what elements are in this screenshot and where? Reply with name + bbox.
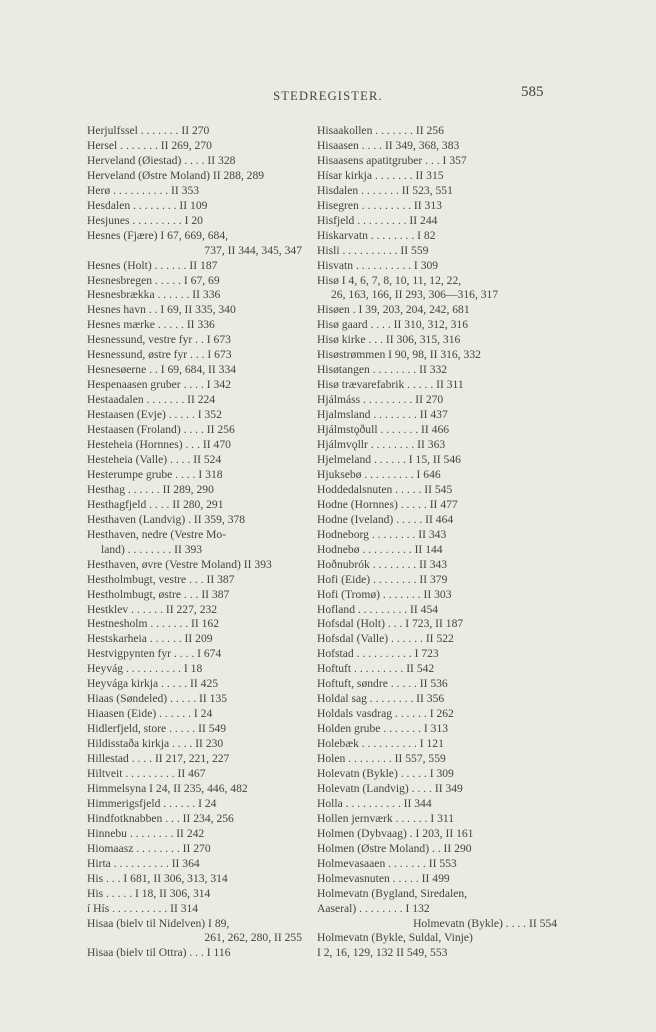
index-entry: Holdal sag . . . . . . . . II 356 — [317, 692, 445, 706]
left-column — [87, 124, 302, 961]
index-entry: Holden grube . . . . . . . I 313 — [317, 722, 449, 736]
index-entry: Hisaasens apatitgruber . . . I 357 — [317, 153, 467, 167]
index-entry: Hidlerfjeld, store . . . . . II 549 — [87, 722, 227, 736]
index-entry: Hiomaasz . . . . . . . . II 270 — [87, 841, 211, 855]
index-entry: Hiskarvatn . . . . . . . . I 82 — [317, 228, 436, 242]
index-entry: Hisøstrømmen I 90, 98, II 316, 332 — [317, 348, 481, 362]
index-entry: Hofi (Tromø) . . . . . . . II 303 — [317, 587, 452, 601]
index-entry: Hesthag . . . . . . II 289, 290 — [87, 482, 214, 496]
index-entry: Hesthaven, øvre (Vestre Moland) II 393 — [87, 557, 272, 571]
index-entry: Hinnebu . . . . . . . . II 242 — [87, 826, 205, 840]
index-entry: Herveland (Øiestad) . . . . II 328 — [87, 153, 236, 167]
index-entry: Hesnessund, østre fyr . . . I 673 — [87, 348, 232, 362]
index-entry: Hisøen . I 39, 203, 204, 242, 681 — [317, 303, 470, 317]
index-entry: Hestvigpynten fyr . . . . I 674 — [87, 647, 222, 661]
index-entry: Hjálmvǫllr . . . . . . . . II 363 — [317, 438, 446, 452]
index-entry: Himmerigsfjeld . . . . . . I 24 — [87, 796, 217, 810]
index-entry: Hersel . . . . . . . II 269, 270 — [87, 138, 212, 152]
index-entry: Hoftuft . . . . . . . . . II 542 — [317, 662, 435, 676]
index-entry: Hiltveit . . . . . . . . . II 467 — [87, 766, 206, 780]
index-entry: Hjelmeland . . . . . . I 15, II 546 — [317, 452, 461, 466]
index-entry: His . . . . . I 18, II 306, 314 — [87, 886, 211, 900]
index-entry: Holdals vasdrag . . . . . . I 262 — [317, 707, 454, 721]
index-entry: Hesjunes . . . . . . . . . I 20 — [87, 213, 203, 227]
index-entry: land) . . . . . . . . II 393 — [101, 542, 203, 556]
index-entry: Hesnes havn . . I 69, II 335, 340 — [87, 303, 236, 317]
index-entry: Hjuksebø . . . . . . . . . I 646 — [317, 467, 441, 481]
index-entry: Hisdalen . . . . . . . II 523, 551 — [317, 183, 453, 197]
index-entry: 737, II 344, 345, 347 — [204, 243, 302, 257]
index-entry: Hesnes (Holt) . . . . . . II 187 — [87, 258, 218, 272]
index-entry: Holmevasnuten . . . . . II 499 — [317, 871, 450, 885]
index-entry: Hindfotknabben . . . II 234, 256 — [87, 811, 234, 825]
index-entry: Hildisstaða kirkja . . . . II 230 — [87, 737, 224, 751]
index-entry: Hoddedalsnuten . . . . . II 545 — [317, 482, 453, 496]
index-entry: Hofstad . . . . . . . . . . I 723 — [317, 647, 439, 661]
index-entry: Hiaasen (Eide) . . . . . . I 24 — [87, 707, 213, 721]
index-entry: Hofsdal (Valle) . . . . . . II 522 — [317, 632, 454, 646]
index-entry: Hesnesøerne . . I 69, 684, II 334 — [87, 363, 237, 377]
index-entry: Holla . . . . . . . . . . II 344 — [317, 796, 432, 810]
index-entry: Hisli . . . . . . . . . . II 559 — [317, 243, 429, 257]
index-entry: Hesnes (Fjære) I 67, 669, 684, — [87, 228, 229, 242]
index-entry: Hofi (Eide) . . . . . . . . II 379 — [317, 572, 448, 586]
index-entry: Holebæk . . . . . . . . . . I 121 — [317, 737, 444, 751]
index-entry: Holmevasaaen . . . . . . . II 553 — [317, 856, 457, 870]
index-entry: Hjálmstǫðull . . . . . . . II 466 — [317, 423, 450, 437]
index-entry: Holmevatn (Bygland, Siredalen, — [317, 886, 468, 900]
index-entry: Hesteheia (Hornnes) . . . II 470 — [87, 438, 231, 452]
index-entry: Hofland . . . . . . . . . II 454 — [317, 602, 439, 616]
index-entry: Hestholmbugt, østre . . . II 387 — [87, 587, 230, 601]
right-column — [317, 124, 557, 961]
index-entry: Herveland (Østre Moland) II 288, 289 — [87, 168, 265, 182]
index-entry: I 2, 16, 129, 132 II 549, 553 — [317, 946, 448, 960]
index-entry: Hisaakollen . . . . . . . II 256 — [317, 124, 444, 137]
index-entry: Hodne (Hornnes) . . . . . II 477 — [317, 497, 458, 511]
index-entry: Aaseral) . . . . . . . . I 132 — [317, 901, 430, 915]
index-entry: 26, 163, 166, II 293, 306—316, 317 — [331, 288, 499, 302]
index-entry: Hísar kirkja . . . . . . . II 315 — [317, 168, 444, 182]
index-entry: Herjulfssel . . . . . . . II 270 — [87, 124, 210, 137]
index-entry: Hisaasen . . . . II 349, 368, 383 — [317, 138, 460, 152]
index-entry: Hesdalen . . . . . . . . II 109 — [87, 198, 208, 212]
index-entry: Hisfjeld . . . . . . . . . II 244 — [317, 213, 438, 227]
index-entry: Hesthaven (Landvig) . II 359, 378 — [87, 512, 246, 526]
index-entry: Hestholmbugt, vestre . . . II 387 — [87, 572, 235, 586]
index-entry: Hisegren . . . . . . . . . II 313 — [317, 198, 442, 212]
index-entry: Hesnesbrækka . . . . . . II 336 — [87, 288, 221, 302]
index-entry: Hesthagfjeld . . . . II 280, 291 — [87, 497, 224, 511]
index-entry: Himmelsyna I 24, II 235, 446, 482 — [87, 781, 248, 795]
index-entry: Hisø kirke . . . II 306, 315, 316 — [317, 333, 461, 347]
index-entry: Hesterumpe grube . . . . I 318 — [87, 467, 223, 481]
index-entry: Heyvága kirkja . . . . . II 425 — [87, 677, 219, 691]
index-entry: Hestskarheia . . . . . . II 209 — [87, 632, 213, 646]
index-entry: Hjalmsland . . . . . . . . II 437 — [317, 408, 448, 422]
index-entry: Hesteheia (Valle) . . . . II 524 — [87, 452, 222, 466]
page-number: 585 — [521, 84, 544, 100]
index-entry: Hesthaven, nedre (Vestre Mo- — [87, 527, 227, 541]
index-entry: Hisøtangen . . . . . . . . II 332 — [317, 363, 448, 377]
index-entry: Hollen jernværk . . . . . . I 311 — [317, 811, 455, 825]
index-entry: Hodne (Iveland) . . . . . II 464 — [317, 512, 454, 526]
index-entry: Hestklev . . . . . . II 227, 232 — [87, 602, 218, 616]
index-entry: Holevatn (Landvig) . . . . II 349 — [317, 781, 463, 795]
index-entry: í Hís . . . . . . . . . . II 314 — [87, 901, 199, 915]
index-entry: Hofsdal (Holt) . . . I 723, II 187 — [317, 617, 464, 631]
index-entry: Hisø I 4, 6, 7, 8, 10, 11, 12, 22, — [317, 273, 462, 287]
index-entry: Hisaa (bielv til Nidelven) I 89, — [87, 916, 230, 930]
index-entry: Holmevatn (Bykle, Suldal, Vinje) — [317, 931, 473, 945]
index-entry: Hisaa (bielv til Ottra) . . . I 116 — [87, 946, 231, 960]
index-entry: 261, 262, 280, II 255 — [204, 931, 302, 945]
index-entry: Hodneborg . . . . . . . . II 343 — [317, 527, 447, 541]
index-entry: Heyvág . . . . . . . . . . I 18 — [87, 662, 203, 676]
index-entry: Hesnes mærke . . . . . II 336 — [87, 318, 215, 332]
index-entry: Holmevatn (Bykle) . . . . II 554 — [413, 916, 557, 930]
index-entry: Herø . . . . . . . . . . II 353 — [87, 183, 200, 197]
index-entry: His . . . I 681, II 306, 313, 314 — [87, 871, 228, 885]
index-entry: Hestaadalen . . . . . . . II 224 — [87, 393, 216, 407]
index-entry: Hisvatn . . . . . . . . . . I 309 — [317, 258, 439, 272]
index-entry: Hisø trævarefabrik . . . . . II 311 — [317, 378, 464, 392]
index-entry: Hespenaasen gruber . . . . I 342 — [87, 378, 231, 392]
index-entry: Holen . . . . . . . . II 557, 559 — [317, 752, 446, 766]
index-entry: Hesnesbregen . . . . . I 67, 69 — [87, 273, 220, 287]
index-entry: Hestaasen (Evje) . . . . . I 352 — [87, 408, 222, 422]
index-entry: Hisø gaard . . . . II 310, 312, 316 — [317, 318, 469, 332]
index-entry: Hesnessund, vestre fyr . . I 673 — [87, 333, 231, 347]
index-entry: Holmen (Dybvaag) . I 203, II 161 — [317, 826, 474, 840]
index-entry: Hodnebø . . . . . . . . . II 144 — [317, 542, 443, 556]
index-entry: Holevatn (Bykle) . . . . . I 309 — [317, 766, 454, 780]
index-entry: Holmen (Østre Moland) . . II 290 — [317, 841, 472, 855]
index-entry: Hoftuft, søndre . . . . . II 536 — [317, 677, 448, 691]
index-entry: Hestnesholm . . . . . . . II 162 — [87, 617, 220, 631]
index-entry: Hestaasen (Froland) . . . . II 256 — [87, 423, 235, 437]
running-head: STEDREGISTER. — [273, 89, 383, 103]
index-entry: Hillestad . . . . II 217, 221, 227 — [87, 752, 230, 766]
index-entry: Hiaas (Søndeled) . . . . . II 135 — [87, 692, 228, 706]
index-entry: Hoðnubrók . . . . . . . . II 343 — [317, 557, 448, 571]
index-entry: Hirta . . . . . . . . . . II 364 — [87, 856, 200, 870]
index-entry: Hjálmáss . . . . . . . . . II 270 — [317, 393, 444, 407]
